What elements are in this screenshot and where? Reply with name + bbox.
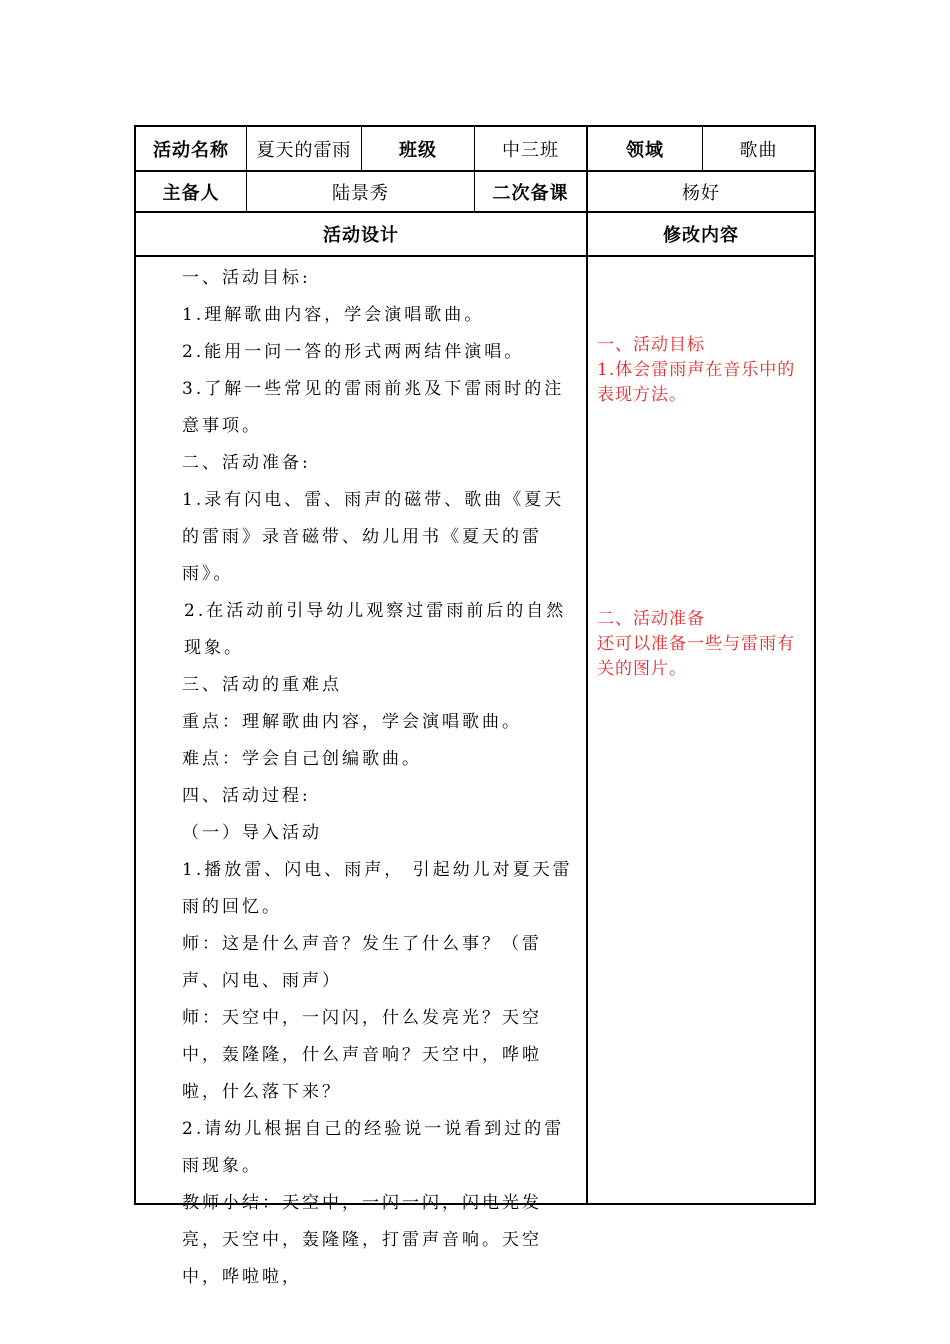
revision-column-header: 修改内容: [663, 225, 739, 246]
second-prep-label: 二次备课: [492, 182, 569, 204]
activity-design-body: [146, 260, 578, 1296]
design-paragraph: 2.能用一问一答的形式两两结伴演唱。: [182, 342, 525, 362]
revision-note-prep: [597, 607, 812, 682]
revision-goal-text: 1.体会雷雨声在音乐中的表现方法。: [597, 360, 796, 405]
design-paragraph: 四、活动过程:: [182, 786, 311, 806]
table-border-right: [814, 125, 816, 1205]
design-paragraph: 三、活动的重难点: [182, 675, 342, 695]
design-paragraph: 一、活动目标:: [182, 268, 311, 288]
preparer-value: 陆景秀: [332, 182, 389, 204]
design-paragraph: 3.了解一些常见的雷雨前兆及下雷雨时的注意事项。: [182, 379, 565, 436]
design-paragraph: 1.播放雷、闪电、雨声， 引起幼儿对夏天雷雨的回忆。: [182, 860, 573, 917]
design-paragraph: 1.录有闪电、雷、雨声的磁带、歌曲《夏天的雷雨》录音磁带、幼儿用书《夏天的雷雨》。: [182, 490, 565, 584]
revision-prep-text: 还可以准备一些与雷雨有关的图片。: [597, 634, 795, 679]
activity-name-label: 活动名称: [153, 139, 229, 161]
design-paragraph: 重点：理解歌曲内容，学会演唱歌曲。: [182, 712, 522, 732]
col-divider: [586, 125, 588, 1205]
domain-value: 歌曲: [739, 139, 778, 161]
revision-note-goals: [597, 333, 812, 408]
row-divider: [134, 255, 816, 257]
table-border-left: [134, 125, 136, 1205]
class-label: 班级: [399, 139, 437, 161]
design-column-header: 活动设计: [323, 225, 399, 246]
design-paragraph: 难点：学会自己创编歌曲。: [182, 749, 422, 769]
design-paragraph: （一）导入活动: [182, 823, 322, 843]
revision-goal-heading: 一、活动目标: [597, 335, 705, 355]
design-paragraph: 1.理解歌曲内容，学会演唱歌曲。: [182, 305, 485, 325]
design-paragraph: 2.请幼儿根据自己的经验说一说看到过的雷雨现象。: [182, 1119, 565, 1176]
revision-prep-heading: 二、活动准备: [597, 609, 705, 629]
domain-label: 领域: [626, 139, 664, 161]
second-prep-value: 杨好: [682, 182, 720, 204]
activity-name-value: 夏天的雷雨: [256, 139, 352, 161]
class-value: 中三班: [502, 139, 559, 161]
design-paragraph: 2.在活动前引导幼儿观察过雷雨前后的自然现象。: [184, 601, 567, 658]
preparer-label: 主备人: [162, 182, 220, 204]
design-paragraph: 师：天空中，一闪闪，什么发亮光？天空中，轰隆隆，什么声音响？天空中，哗啦啦，什么落下来？: [182, 1008, 542, 1102]
design-paragraph: 二、活动准备:: [182, 453, 311, 473]
design-paragraph: 师：这是什么声音？发生了什么事？（雷声、闪电、雨声）: [182, 934, 542, 991]
design-paragraph: 教师小结：天空中，一闪一闪，闪电光发亮，天空中，轰隆隆，打雷声音响。天空中，哗啦啦，: [182, 1193, 542, 1287]
